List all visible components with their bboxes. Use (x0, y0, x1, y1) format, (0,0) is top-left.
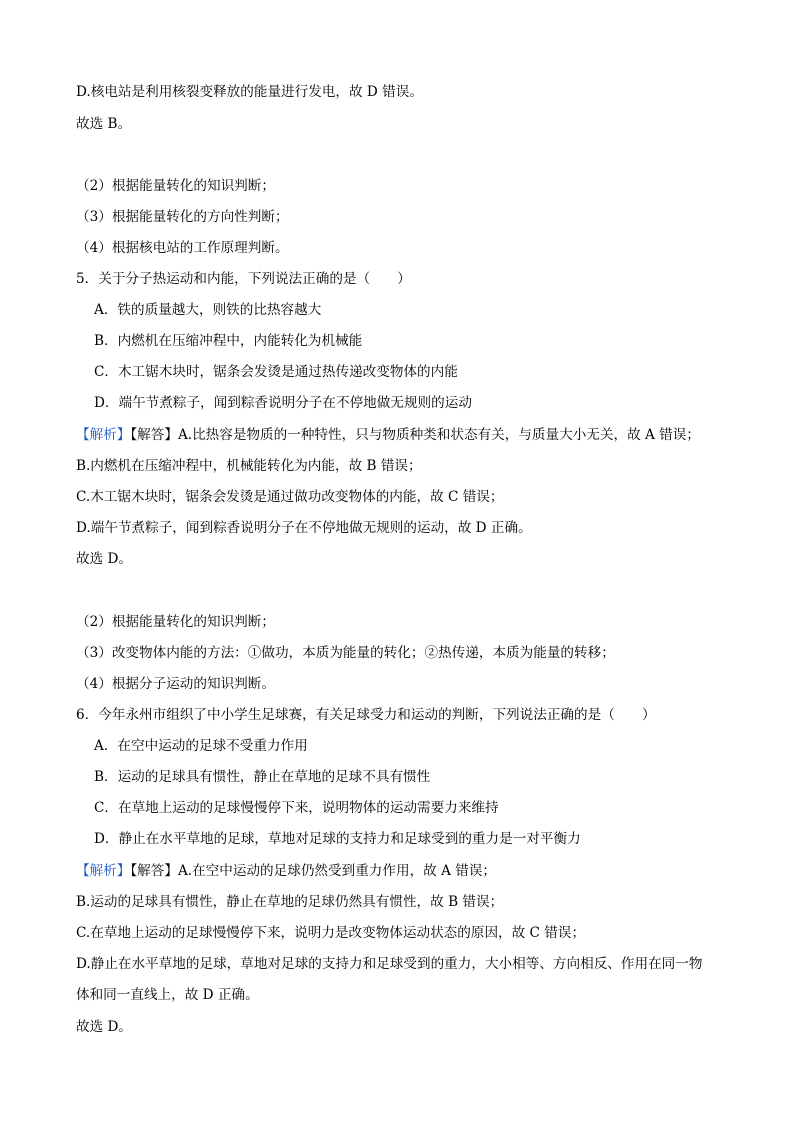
answer-line: C.在草地上运动的足球慢慢停下来，说明力是改变物体运动状态的原因，故 C 错误； (76, 925, 586, 941)
question-5-stem: 5．关于分子热运动和内能，下列说法正确的是（ ） (76, 271, 411, 287)
answer-line: 故选 D。 (76, 1019, 133, 1035)
question-6-stem: 6．今年永州市组织了中小学生足球赛，有关足球受力和运动的判断，下列说法正确的是（ ） (76, 707, 656, 723)
analysis-tag: 【解析】 (76, 863, 131, 879)
note-line: （3）改变物体内能的方法：①做功，本质为能量的转化；②热传递，本质为能量的转移； (76, 645, 615, 661)
question-6-option-a: A．在空中运动的足球不受重力作用 (94, 738, 308, 754)
text-line: 故选 B。 (76, 116, 132, 132)
answer-line: B.内燃机在压缩冲程中，机械能转化为内能，故 B 错误； (76, 458, 422, 474)
answer-line: 故选 D。 (76, 551, 133, 567)
question-5-option-d: D．端午节煮粽子，闻到粽香说明分子在不停地做无规则的运动 (94, 395, 472, 411)
answer-line: D.端午节煮粽子，闻到粽香说明分子在不停地做无规则的运动，故 D 正确。 (76, 520, 532, 536)
question-6-option-c: C．在草地上运动的足球慢慢停下来，说明物体的运动需要力来维持 (94, 800, 499, 816)
question-6-answer-line (76, 859, 774, 883)
answer-text: 【解答】A.比热容是物质的一种特性，只与物质种类和状态有关，与质量大小无关，故 A 错误； (130, 427, 700, 443)
question-5-option-b: B．内燃机在压缩冲程中，内能转化为机械能 (94, 333, 363, 349)
question-5-answer-line (76, 423, 774, 447)
answer-line: 体和同一直线上，故 D 正确。 (76, 987, 259, 1003)
note-line: （2）根据能量转化的知识判断； (76, 178, 275, 194)
note-line: （4）根据核电站的工作原理判断。 (76, 240, 289, 256)
answer-text: 【解答】A.在空中运动的足球仍然受到重力作用，故 A 错误； (130, 863, 497, 879)
question-5-option-a: A．铁的质量越大，则铁的比热容越大 (94, 302, 322, 318)
analysis-tag: 【解析】 (76, 427, 131, 443)
note-line: （3）根据能量转化的方向性判断； (76, 209, 289, 225)
note-line: （2）根据能量转化的知识判断； (76, 614, 275, 630)
answer-line: C.木工锯木块时，锯条会发烫是通过做功改变物体的内能，故 C 错误； (76, 489, 504, 505)
question-5-option-c: C．木工锯木块时，锯条会发烫是通过热传递改变物体的内能 (94, 364, 458, 380)
answer-line: D.静止在水平草地的足球，草地对足球的支持力和足球受到的重力，大小相等、方向相反、作用在同一物 (76, 956, 703, 972)
answer-line: B.运动的足球具有惯性，静止在草地的足球仍然具有惯性，故 B 错误； (76, 894, 504, 910)
text-line: D.核电站是利用核裂变释放的能量进行发电，故 D 错误。 (76, 84, 423, 100)
question-6-option-d: D．静止在水平草地的足球，草地对足球的支持力和足球受到的重力是一对平衡力 (94, 831, 581, 847)
question-6-option-b: B．运动的足球具有惯性，静止在草地的足球不具有惯性 (94, 769, 431, 785)
note-line: （4）根据分子运动的知识判断。 (76, 676, 275, 692)
